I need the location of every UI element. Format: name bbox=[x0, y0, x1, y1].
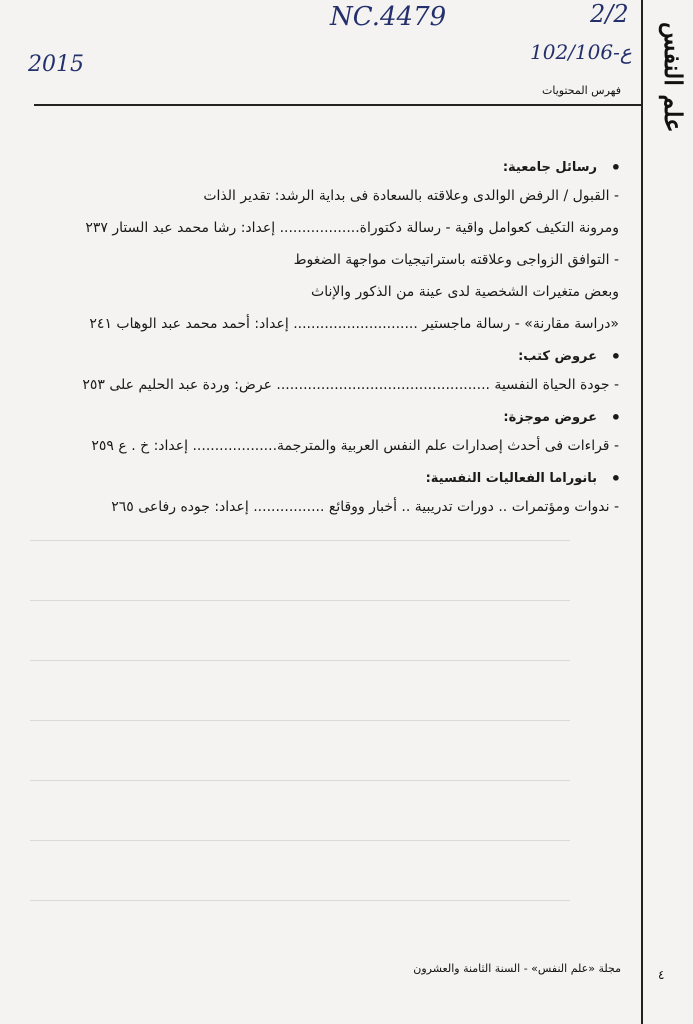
page-number: ٤ bbox=[658, 968, 665, 982]
handwritten-year: 2015 bbox=[28, 52, 84, 77]
table-of-contents bbox=[41, 160, 621, 532]
section-heading: • بانوراما الفعاليات النفسية: bbox=[41, 471, 621, 486]
toc-entry-line: - التوافق الزواجى وعلاقته باستراتيجيات مواجهة الضغوط bbox=[293, 252, 619, 268]
handwritten-shelf-code: 102/106-ع bbox=[530, 40, 632, 64]
toc-section-dissertations bbox=[41, 160, 621, 335]
bleed-through-line bbox=[30, 540, 570, 541]
handwritten-fraction: 2/2 bbox=[590, 0, 629, 28]
bleed-through-line bbox=[30, 660, 570, 661]
toc-entry-line: - ندوات ومؤتمرات .. دورات تدريبية .. أخبار ووقائع ................ إعداد: جوده رفاعى ٢٦٥ bbox=[111, 499, 619, 515]
journal-footer: مجلة «علم النفس» - السنة الثامنة والعشرون bbox=[413, 962, 621, 975]
toc-section-events-panorama bbox=[41, 471, 621, 518]
bleed-through-line bbox=[30, 720, 570, 721]
toc-entry-line: وبعض متغيرات الشخصية لدى عينة من الذكور والإناث bbox=[311, 284, 619, 300]
section-heading: • عروض موجزة: bbox=[41, 410, 621, 425]
page-title: فهرس المحتويات bbox=[542, 84, 621, 97]
toc-section-brief-reviews bbox=[41, 410, 621, 457]
bleed-through-line bbox=[30, 780, 570, 781]
toc-entry-line: - القبول / الرفض الوالدى وعلاقته بالسعادة فى بداية الرشد: تقدير الذات bbox=[203, 188, 619, 204]
section-heading: • عروض كتب: bbox=[41, 349, 621, 364]
bleed-through-line bbox=[30, 600, 570, 601]
toc-entry-line: - قراءات فى أحدث إصدارات علم النفس العربية والمترجمة................... إعداد: خ . ع ٢٥٩ bbox=[91, 438, 619, 454]
bleed-through-line bbox=[30, 840, 570, 841]
toc-entry-line: - جودة الحياة النفسية ................................................ عرض: وردة عبد الحليم على ٢٥٣ bbox=[82, 377, 619, 393]
header-rule bbox=[34, 104, 642, 106]
journal-spine-title: علم النفس bbox=[659, 21, 688, 133]
toc-entry-line: «دراسة مقارنة» - رسالة ماجستير ............................ إعداد: أحمد محمد عبد الوهاب ٢٤١ bbox=[89, 316, 619, 332]
bleed-through-line bbox=[30, 900, 570, 901]
handwritten-catalog-code: NC.4479 bbox=[330, 2, 447, 32]
toc-entry-line: ومرونة التكيف كعوامل واقية - رسالة دكتوراة.................. إعداد: رشا محمد عبد الستار ٢٣٧ bbox=[85, 220, 619, 236]
margin-rule-vertical bbox=[641, 0, 643, 1024]
section-heading: • رسائل جامعية: bbox=[41, 160, 621, 175]
toc-section-book-reviews bbox=[41, 349, 621, 396]
